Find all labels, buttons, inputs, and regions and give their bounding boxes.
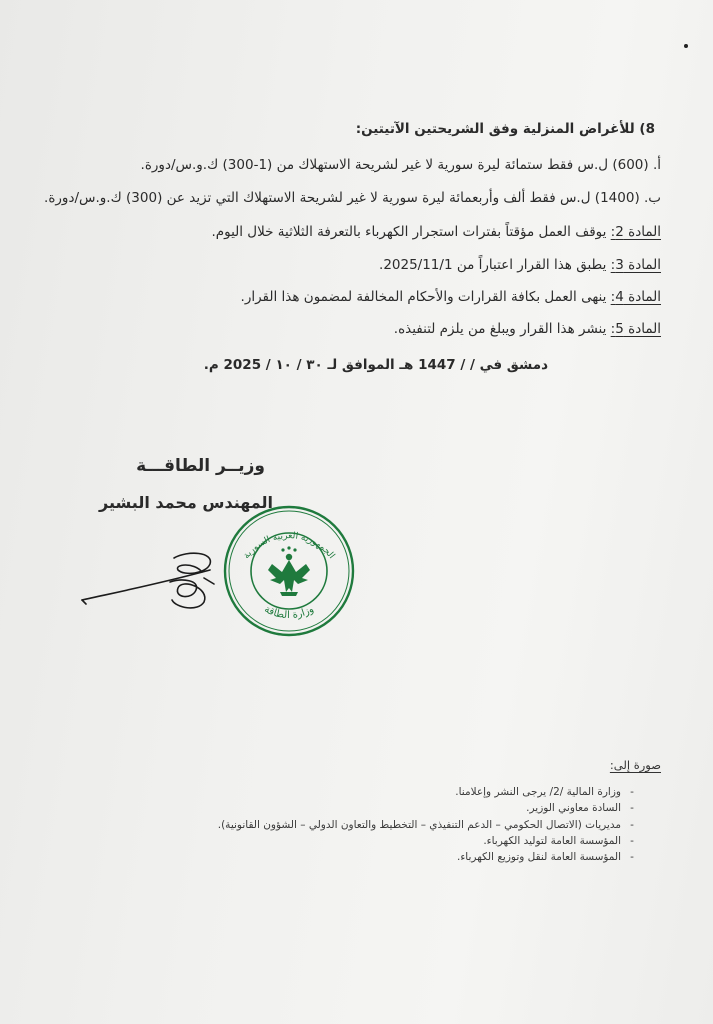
intro-line: 8) للأغراض المنزلية وفق الشريحتين الآتيتين:	[355, 121, 655, 137]
item-b: ب. (1400) ل.س فقط ألف وأربعمائة ليرة سورية لا غير لشريحة الاستهلاك التي تزيد عن (300) ك.و.س/دورة.	[44, 190, 661, 206]
cc-item-text: مديريات (الاتصال الحكومي – الدعم التنفيذي – التخطيط والتعاون الدولي – الشؤون القانونية).	[217, 818, 621, 831]
stamp-outer-text: الجمهورية العربية السورية	[241, 531, 337, 562]
handwritten-signature	[78, 548, 238, 618]
cc-item-text: المؤسسة العامة لنقل وتوزيع الكهرباء.	[457, 851, 621, 864]
item-a: أ. (600) ل.س فقط ستمائة ليرة سورية لا غير لشريحة الاستهلاك من (1-300) ك.و.س/دورة.	[140, 157, 661, 173]
cc-item-text: المؤسسة العامة لتوليد الكهرباء.	[483, 834, 621, 847]
stamp-bottom-text: وزارة الطاقة	[262, 603, 316, 622]
eagle-emblem-icon	[268, 546, 310, 596]
article-text: يطبق هذا القرار اعتباراً من 2025/11/1.	[379, 257, 611, 273]
signature-icon	[78, 548, 238, 618]
bullet-dash: -	[630, 786, 634, 798]
article-4	[241, 288, 661, 306]
stamp-seal-icon	[220, 502, 358, 640]
cc-list	[218, 784, 643, 865]
list-item	[218, 849, 643, 865]
bullet-dash: -	[630, 802, 634, 815]
svg-text:وزارة الطاقة	[262, 604, 316, 621]
minister-name: المهندس محمد البشير	[99, 493, 273, 512]
bullet-dash: -	[630, 818, 634, 831]
cc-title: صورة إلى:	[609, 758, 661, 772]
bullet-dash: -	[630, 834, 634, 847]
list-item	[218, 784, 643, 800]
article-text: ينهى العمل بكافة القرارات والأحكام المخالفة لمضمون هذا القرار.	[240, 289, 611, 305]
article-5	[394, 320, 661, 338]
bullet-dash: -	[630, 851, 634, 864]
article-2	[211, 223, 661, 241]
cc-item-text: السادة معاوني الوزير.	[526, 802, 621, 815]
article-3	[379, 256, 661, 274]
article-text: ينشر هذا القرار ويبلغ من يلزم لتنفيذه.	[393, 321, 611, 337]
article-label: المادة 2:	[610, 224, 661, 240]
article-label: المادة 5:	[610, 321, 661, 337]
list-item	[218, 817, 643, 833]
article-text: يوقف العمل مؤقتاً بفترات استجرار الكهرباء بالتعرفة الثلاثية خلال اليوم.	[211, 224, 611, 240]
dateline: دمشق في / / 1447 هـ الموافق لـ ٣٠ / ١٠ / 2025 م.	[203, 357, 548, 373]
list-item	[218, 800, 643, 816]
cc-item-text: وزارة المالية /2/ يرجى النشر وإعلامنا.	[455, 786, 621, 798]
official-stamp	[220, 502, 358, 640]
article-label: المادة 3:	[610, 257, 661, 273]
minister-title: وزيــر الطاقـــة	[136, 456, 265, 476]
punch-dot-mark	[684, 44, 688, 48]
list-item	[218, 833, 643, 849]
article-label: المادة 4:	[610, 289, 661, 305]
